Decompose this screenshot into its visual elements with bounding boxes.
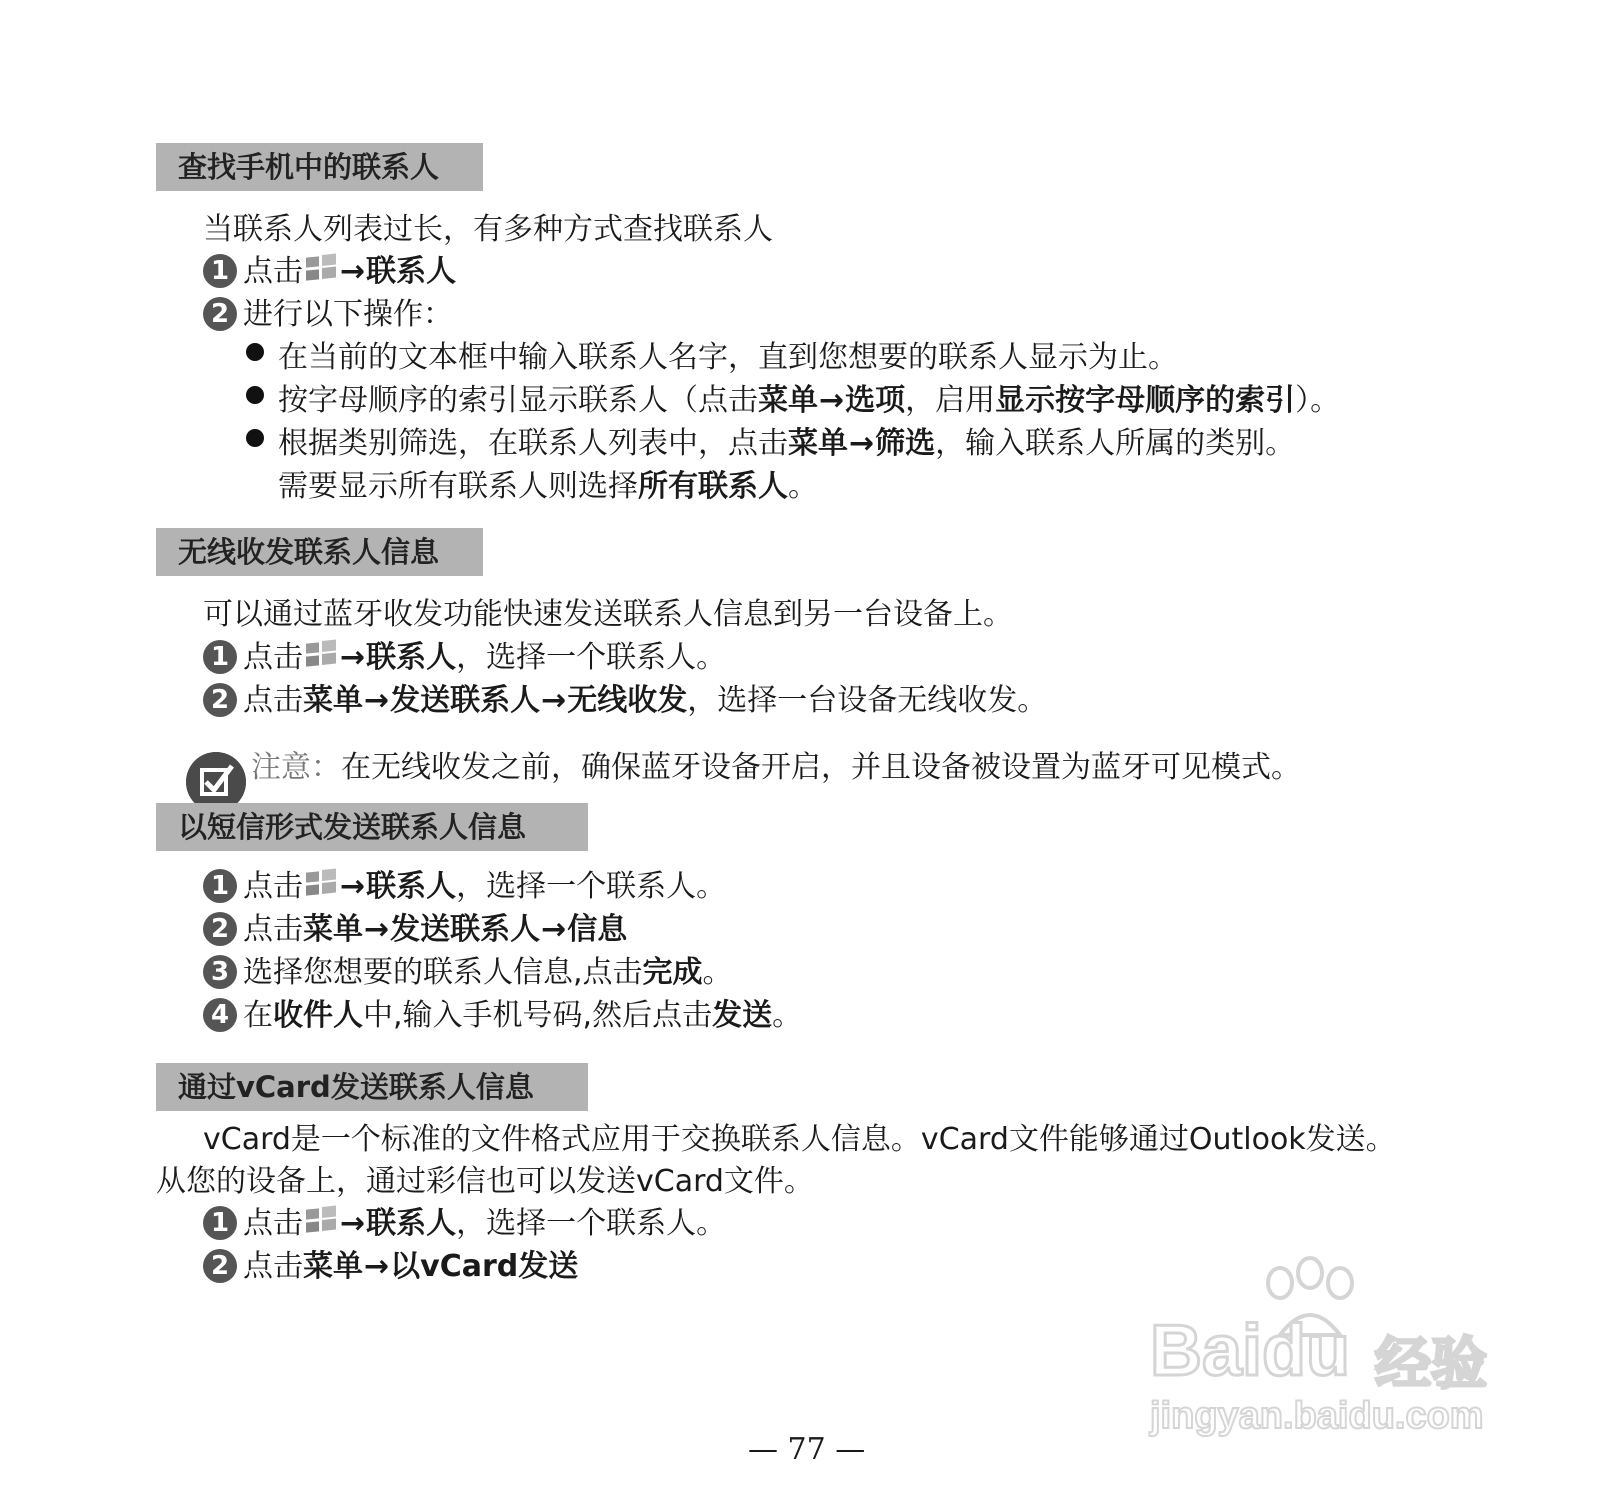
step-1: 1 点击 →联系人 bbox=[203, 252, 456, 292]
step-number: 1 bbox=[203, 869, 237, 903]
watermark-brand: Baidu bbox=[1150, 1311, 1351, 1391]
step-2: 2 进行以下操作： bbox=[203, 295, 453, 335]
section-heading-find-contacts: 查找手机中的联系人 bbox=[156, 143, 483, 191]
bullet-item: 根据类别筛选，在联系人列表中，点击菜单→筛选，输入联系人所属的类别。 bbox=[246, 424, 1295, 464]
arrow-icon: → bbox=[541, 683, 567, 718]
arrow-icon: → bbox=[364, 1249, 390, 1284]
note-label: 注意： bbox=[251, 750, 341, 785]
arrow-icon: → bbox=[819, 383, 845, 418]
step-number: 2 bbox=[203, 912, 237, 946]
step-number: 4 bbox=[203, 998, 237, 1032]
note-text: 注意：在无线收发之前，确保蓝牙设备开启，并且设备被设置为蓝牙可见模式。 bbox=[251, 750, 1301, 785]
step-4: 4 在收件人中,输入手机号码,然后点击发送。 bbox=[203, 996, 802, 1036]
step-number: 1 bbox=[203, 254, 237, 288]
bullet-icon bbox=[246, 386, 264, 404]
step-number: 2 bbox=[203, 297, 237, 331]
arrow-icon: → bbox=[340, 1206, 366, 1241]
section-heading-vcard: 通过vCard发送联系人信息 bbox=[156, 1063, 588, 1111]
section-intro: vCard是一个标准的文件格式应用于交换联系人信息。vCard文件能够通过Outlook发送。 bbox=[203, 1122, 1396, 1157]
bullet-icon bbox=[246, 343, 264, 361]
watermark-cn: 经验 bbox=[1375, 1332, 1487, 1395]
step-2: 2 点击菜单→发送联系人→信息 bbox=[203, 910, 627, 950]
step-2: 2 点击菜单→发送联系人→无线收发，选择一台设备无线收发。 bbox=[203, 681, 1047, 721]
section-heading-sms-contacts: 以短信形式发送联系人信息 bbox=[156, 803, 588, 851]
step-1: 1 点击 →联系人，选择一个联系人。 bbox=[203, 867, 726, 907]
bullet-item: 按字母顺序的索引显示联系人（点击菜单→选项，启用显示按字母顺序的索引）。 bbox=[246, 381, 1340, 421]
windows-start-icon bbox=[303, 868, 339, 900]
windows-start-icon bbox=[303, 253, 339, 285]
step-number: 2 bbox=[203, 1249, 237, 1283]
step-3: 3 选择您想要的联系人信息,点击完成。 bbox=[203, 953, 733, 993]
bullet-continuation: 需要显示所有联系人则选择所有联系人。 bbox=[278, 469, 818, 504]
bullet-icon bbox=[246, 429, 264, 447]
baidu-jingyan-watermark bbox=[1150, 1255, 1530, 1445]
step-1: 1 点击 →联系人，选择一个联系人。 bbox=[203, 1204, 726, 1244]
arrow-icon: → bbox=[340, 869, 366, 904]
step-1: 1 点击 →联系人，选择一个联系人。 bbox=[203, 638, 726, 678]
section-intro: 当联系人列表过长，有多种方式查找联系人 bbox=[203, 212, 773, 247]
arrow-icon: → bbox=[849, 426, 875, 461]
step-number: 2 bbox=[203, 683, 237, 717]
windows-start-icon bbox=[303, 1205, 339, 1237]
step-2: 2 点击菜单→以vCard发送 bbox=[203, 1247, 578, 1287]
arrow-icon: → bbox=[364, 912, 390, 947]
page-number: — 77 — bbox=[748, 1432, 866, 1467]
arrow-icon: → bbox=[541, 912, 567, 947]
step-number: 3 bbox=[203, 955, 237, 989]
step-number: 1 bbox=[203, 1206, 237, 1240]
arrow-icon: → bbox=[340, 254, 366, 289]
watermark-url: jingyan.baidu.com bbox=[1150, 1395, 1484, 1437]
section-heading-beam-contacts: 无线收发联系人信息 bbox=[156, 528, 483, 576]
bullet-item: 在当前的文本框中输入联系人名字，直到您想要的联系人显示为止。 bbox=[246, 338, 1178, 378]
step-number: 1 bbox=[203, 640, 237, 674]
windows-start-icon bbox=[303, 639, 339, 671]
arrow-icon: → bbox=[340, 640, 366, 675]
arrow-icon: → bbox=[364, 683, 390, 718]
section-intro: 可以通过蓝牙收发功能快速发送联系人信息到另一台设备上。 bbox=[203, 597, 1013, 632]
section-intro-continued: 从您的设备上，通过彩信也可以发送vCard文件。 bbox=[156, 1164, 814, 1199]
